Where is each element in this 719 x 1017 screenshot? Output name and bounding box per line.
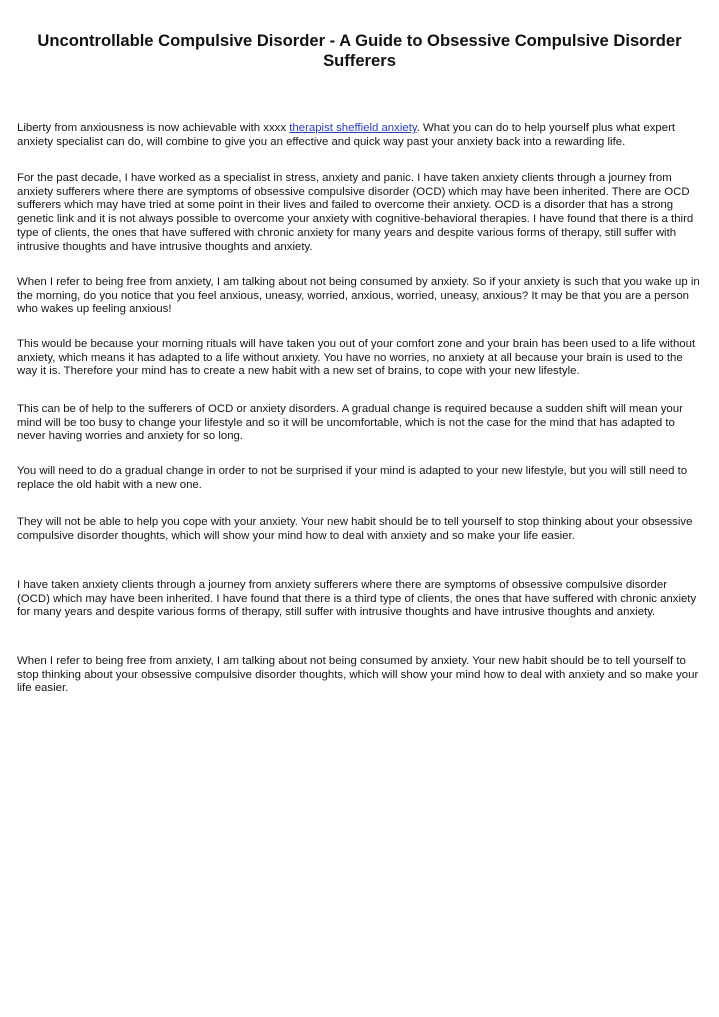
body-paragraph: I have taken anxiety clients through a journey from anxiety sufferers where there are symptoms of obsessive compulsive disorder (OCD) which may have been inherited. I have found that there is a third type of clients, the ones that have suffered with chronic anxiety for many years and despite various forms of therapy, still suffer with intrusive thoughts and have intrusive thoughts and anxiety. (17, 579, 697, 619)
body-paragraph: This can be of help to the sufferers of OCD or anxiety disorders. A gradual change is required because a sudden shift will mean your mind will be too busy to change your lifestyle and so it will be uncomfortable, which is not the case for the mind that has adapted to never having worries and anxiety for so long. (17, 403, 683, 443)
body-paragraph: When I refer to being free from anxiety, I am talking about not being consumed by anxiety. So if your anxiety is such that you wake up in the morning, do you notice that you feel anxious, uneasy, worried, anxious, worried, uneasy, anxious? It may be that you are a person who wakes up feeling anxious! (17, 276, 700, 316)
intro-text-after-link: . What you can do to help yourself plus what expert anxiety specialist can do, will combine to give you an effective and quick way past your anxiety back into a rewarding life. (17, 122, 676, 148)
page-title: Uncontrollable Compulsive Disorder - A Guide to Obsessive Compulsive Disorder Sufferers (37, 31, 682, 70)
intro-paragraph (17, 122, 703, 149)
body-paragraph: You will need to do a gradual change in order to not be surprised if your mind is adapted to your new lifestyle, but you will still need to replace the old habit with a new one. (17, 465, 688, 491)
body-paragraph: This would be because your morning rituals will have taken you out of your comfort zone and your brain has been used to a life without anxiety, which means it has adapted to a life without anxiety. You have no worries, no anxiety at all because your brain is used to the way it is. Therefore your mind has to create a new habit with a new set of brains, to cope with your new lifestyle. (17, 338, 696, 378)
body-paragraph: When I refer to being free from anxiety, I am talking about not being consumed by anxiety. Your new habit should be to tell yourself to stop thinking about your obsessive compulsive disorder thoughts, which will show your mind how to deal with anxiety and so make your life easier. (17, 655, 699, 695)
body-paragraph: They will not be able to help you cope with your anxiety. Your new habit should be to tell yourself to stop thinking about your obsessive compulsive disorder thoughts, which will show your mind how to deal with anxiety and so make your life easier. (17, 516, 693, 542)
intro-text-before-link: Liberty from anxiousness is now achievable with xxxx (17, 122, 290, 134)
body-paragraph: For the past decade, I have worked as a specialist in stress, anxiety and panic. I have taken anxiety clients through a journey from anxiety sufferers where there are symptoms of obsessive compulsive disorder (OCD) which may have been inherited. There are OCD sufferers which may have tried at some point in their lives and failed to overcome their anxiety. OCD is a disorder that has a strong genetic link and it is not always possible to overcome your anxiety with cognitive-behavioral therapies. I have found that there is a third type of clients, the ones that have suffered with chronic anxiety for many years and despite various forms of therapy, still suffer with intrusive thoughts and have intrusive thoughts and anxiety. (17, 172, 694, 253)
therapist-sheffield-anxiety-link[interactable]: therapist sheffield anxiety (289, 122, 417, 134)
